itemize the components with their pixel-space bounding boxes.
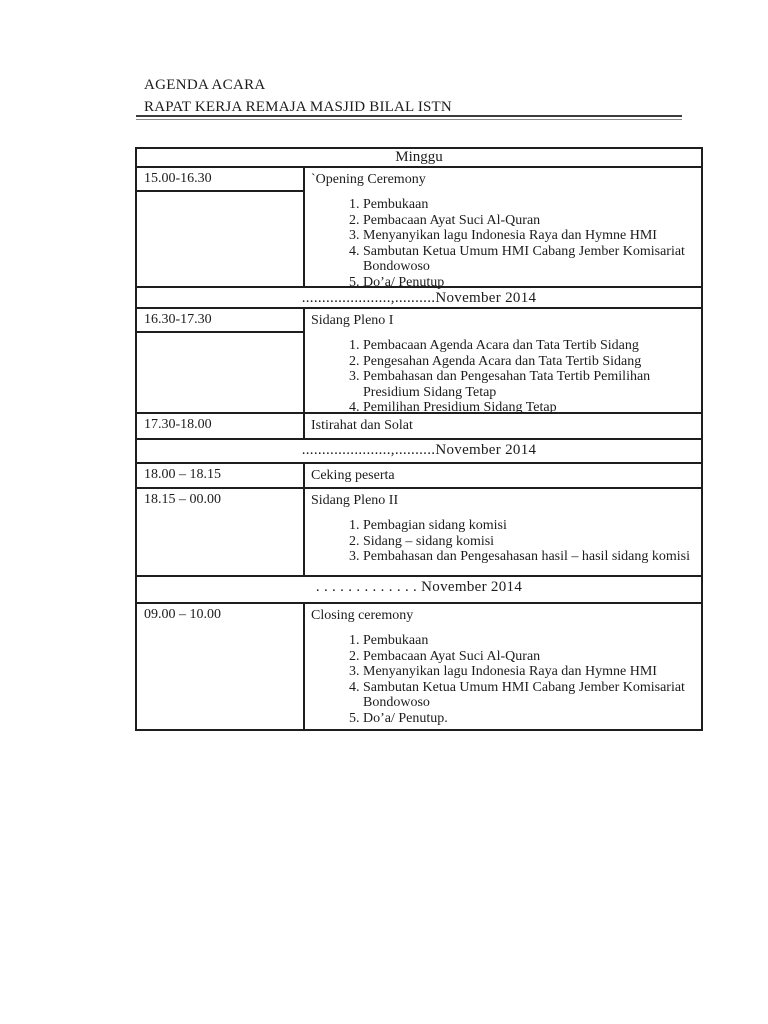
activity-title: Sidang Pleno I [311,313,394,328]
time-cell: 17.30-18.00 [144,417,212,432]
time-cell: 09.00 – 10.00 [144,607,221,622]
activity-title: Closing ceremony [311,608,414,623]
activity-title: `Opening Ceremony [311,172,426,187]
activity-title: Ceking peserta [311,468,395,483]
time-cell: 16.30-17.30 [137,309,303,333]
agenda-item: 3. Menyanyikan lagu Indonesia Raya dan Hymne HMI [363,228,691,244]
time-column [137,489,305,575]
agenda-table [135,147,703,731]
agenda-item-list [305,338,701,416]
date-separator-row: ......................,..........November 2014 [137,288,701,309]
time-cell: 18.00 – 18.15 [144,467,221,482]
session-row-closing [137,604,701,729]
activity-column [305,309,701,415]
session-row-istirahat [137,414,701,440]
session-row-pleno-1 [137,309,701,414]
activity-title: Istirahat dan Solat [311,418,413,433]
agenda-item: 3. Pembahasan dan Pengesahan Tata Tertib Pemilihan Presidium Sidang Tetap [363,369,691,400]
agenda-item: 5. Do’a/ Penutup [363,275,691,291]
page-subtitle: RAPAT KERJA REMAJA MASJID BILAL ISTN [144,99,452,115]
agenda-item: 4. Pemilihan Presidium Sidang Tetap [363,400,691,416]
activity-column [305,464,701,487]
session-row-pleno-2 [137,489,701,577]
time-column [137,464,305,487]
activity-column [305,168,701,290]
time-cell: 18.15 – 00.00 [144,492,221,507]
session-row-ceking [137,464,701,489]
agenda-item: 1. Pembukaan [363,197,691,213]
time-column [137,168,305,286]
agenda-item: 4. Sambutan Ketua Umum HMI Cabang Jember Komisariat Bondowoso [363,680,691,711]
agenda-item: 1. Pembagian sidang komisi [363,518,691,534]
agenda-item: 1. Pembacaan Agenda Acara dan Tata Tertib Sidang [363,338,691,354]
agenda-item: 2. Pembacaan Ayat Suci Al-Quran [363,213,691,229]
date-separator-row: ......................,..........November 2014 [137,440,701,464]
agenda-item: 1. Pembukaan [363,633,691,649]
agenda-item: 2. Sidang – sidang komisi [363,534,691,550]
activity-column [305,604,701,729]
agenda-item: 5. Do’a/ Penutup. [363,711,691,727]
agenda-item: 3. Menyanyikan lagu Indonesia Raya dan Hymne HMI [363,664,691,680]
agenda-item: 3. Pembahasan dan Pengesahasan hasil – hasil sidang komisi [363,549,691,565]
activity-column [305,414,701,438]
time-column [137,604,305,729]
date-separator-row: . . . . . . . . . . . . . November 2014 [137,577,701,604]
agenda-item-list [305,633,701,726]
agenda-item-list [305,197,701,290]
page-title: AGENDA ACARA [144,77,266,93]
agenda-item: 2. Pembacaan Ayat Suci Al-Quran [363,649,691,665]
time-column [137,414,305,438]
time-column [137,309,305,412]
activity-title: Sidang Pleno II [311,493,399,508]
session-row-opening [137,168,701,288]
time-cell: 15.00-16.30 [137,168,303,192]
activity-column [305,489,701,575]
agenda-item: 4. Sambutan Ketua Umum HMI Cabang Jember Komisariat Bondowoso [363,244,691,275]
table-header-day: Minggu [137,149,701,168]
agenda-item: 2. Pengesahan Agenda Acara dan Tata Tertib Sidang [363,354,691,370]
title-underline [136,115,682,120]
agenda-item-list [305,518,701,565]
